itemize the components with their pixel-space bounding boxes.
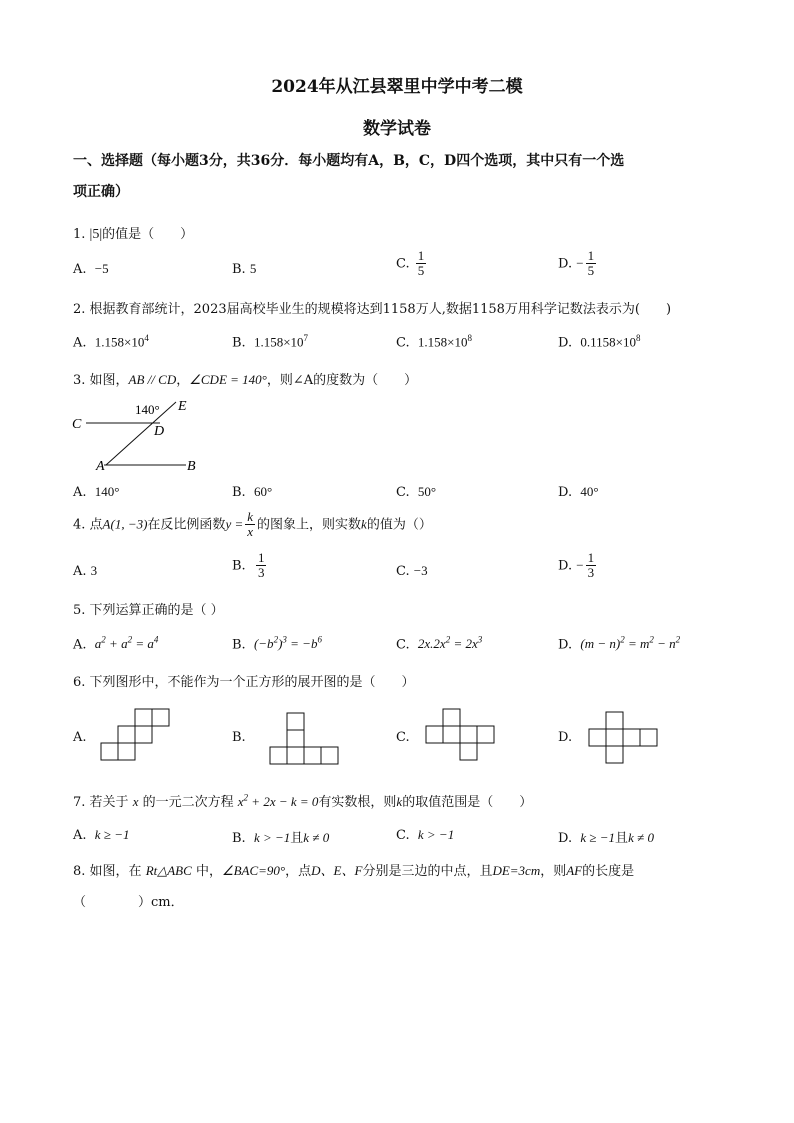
question-text: 的一元二次方程 <box>142 795 234 810</box>
fraction <box>586 551 597 581</box>
option-label: D. <box>558 558 573 574</box>
fraction <box>416 249 427 279</box>
option-value: 40° <box>580 484 599 499</box>
option-label: A. <box>73 564 87 579</box>
q5-option-b[interactable] <box>232 635 322 652</box>
q4-option-b[interactable] <box>232 551 268 581</box>
fraction-numerator: k <box>247 509 254 524</box>
option-value: 5 <box>249 261 257 276</box>
minus-sign: − <box>576 255 584 271</box>
option-value: −3 <box>413 563 428 578</box>
q4-option-d[interactable] <box>558 551 598 581</box>
option-label: A. <box>73 828 87 843</box>
question-5: 5. 下列运算正确的是（ ） <box>73 603 224 618</box>
question-text: 分别是三边的中点，且 <box>362 864 493 879</box>
option-value: 0.1158×10 <box>580 334 636 350</box>
math-angle: ∠CDE = 140° <box>189 372 267 387</box>
q1-option-b[interactable] <box>232 261 256 277</box>
net-figure-c <box>425 708 497 762</box>
option-label: B. <box>232 335 246 351</box>
q1-option-c[interactable] <box>396 249 428 279</box>
question-number: 1. <box>73 227 86 242</box>
option-value: 1.158×10 <box>253 334 304 350</box>
exponent: 8 <box>635 333 641 343</box>
q3-option-b[interactable] <box>232 484 272 500</box>
question-text: 在反比例函数 <box>147 517 226 533</box>
q2-option-d[interactable] <box>558 333 640 350</box>
parallel-lines-figure <box>68 394 208 476</box>
option-label: A. <box>73 335 87 351</box>
exponent: 4 <box>144 333 149 343</box>
option-value: k ≥ −1 <box>580 830 616 845</box>
fraction-denominator: 3 <box>257 565 265 581</box>
label-a: A <box>96 459 105 474</box>
label-e: E <box>178 399 187 414</box>
q6-option-b[interactable] <box>232 730 246 745</box>
option-value: k > −1 <box>417 827 455 842</box>
question-6: 6. 下列图形中，不能作为一个正方形的展开图的是（ ） <box>73 675 415 690</box>
option-label: B. <box>232 730 246 745</box>
math-angle: ∠BAC=90° <box>221 863 286 878</box>
q3-option-a[interactable] <box>73 484 120 500</box>
q5-option-d[interactable] <box>558 635 680 652</box>
option-label: C. <box>396 335 410 351</box>
math-equation: $x^2 + 2x - k = 0$ <box>237 792 319 809</box>
option-value: k ≠ 0 <box>628 830 654 845</box>
fraction-denominator: x <box>247 524 254 540</box>
math-expression: $2x.2x^2 = 2x^3$ <box>417 635 483 652</box>
q7-option-c[interactable] <box>396 827 454 843</box>
math-point: A(1, −3) <box>102 516 148 532</box>
conjunction: 且 <box>615 831 629 846</box>
q2-option-c[interactable] <box>396 333 472 350</box>
fraction <box>586 249 597 279</box>
q3-option-c[interactable] <box>396 484 436 500</box>
option-label: C. <box>396 637 410 653</box>
question-2: 2. 根据教育部统计，2023届高校毕业生的规模将达到1158万人,数据1158万用科学记数法表示为( ) <box>73 302 672 317</box>
math-variable: x <box>132 794 139 809</box>
question-1 <box>73 223 193 243</box>
q4-option-c[interactable] <box>396 563 428 579</box>
q7-option-b[interactable] <box>232 827 329 846</box>
q6-option-a[interactable] <box>73 730 87 745</box>
section-heading-line2: 项正确） <box>73 184 129 200</box>
label-b: B <box>187 459 196 474</box>
q5-option-a[interactable] <box>73 635 158 652</box>
separator: ， <box>176 373 190 388</box>
q6-option-d[interactable] <box>558 730 572 745</box>
option-label: D. <box>558 256 573 272</box>
question-text: 3. 如图， <box>73 373 129 388</box>
conjunction: 且 <box>290 831 304 846</box>
q1-option-a[interactable] <box>73 261 109 277</box>
option-label: B. <box>232 558 246 574</box>
math-segment: AF <box>566 863 583 878</box>
q5-option-c[interactable] <box>396 635 482 652</box>
fraction-numerator: 1 <box>257 550 265 565</box>
question-text: ，则 <box>540 864 567 879</box>
option-value: k ≥ −1 <box>94 827 130 842</box>
option-label: D. <box>558 831 573 846</box>
math-triangle: Rt△ABC <box>145 863 192 878</box>
question-text: 的值是（ ） <box>102 227 194 242</box>
math-expression: $a^2 + a^2 = a^4$ <box>94 635 159 652</box>
option-label: A. <box>73 262 87 277</box>
question-text: 7. 若关于 <box>73 795 129 810</box>
option-label: A. <box>73 485 87 500</box>
question-7 <box>73 791 532 810</box>
net-figure-a <box>100 708 172 762</box>
option-label: B. <box>232 485 246 500</box>
option-value: 140° <box>94 484 120 499</box>
question-8 <box>73 860 634 879</box>
option-label: B. <box>232 637 246 653</box>
option-value: 60° <box>253 484 273 499</box>
option-label: C. <box>396 256 410 272</box>
option-value: −5 <box>94 261 109 276</box>
option-label: B. <box>232 262 246 277</box>
math-length: DE=3cm <box>492 863 541 878</box>
question-text: 的值为（） <box>366 517 432 533</box>
option-value: 1.158×10 <box>417 334 468 350</box>
option-label: D. <box>558 637 573 653</box>
question-4 <box>73 510 432 540</box>
q1-option-d[interactable] <box>558 249 598 279</box>
math-expression: $(m - n)^2 = m^2 - n^2$ <box>580 635 681 652</box>
label-c: C <box>72 417 82 432</box>
option-label: A. <box>73 637 87 653</box>
fraction-numerator: 1 <box>587 550 595 565</box>
fraction-denominator: 5 <box>417 263 425 279</box>
question-8-blank[interactable]: （ ）cm． <box>73 895 184 910</box>
net-figure-b <box>269 712 341 766</box>
q7-option-a[interactable] <box>73 827 129 843</box>
question-text: 的长度是 <box>582 864 635 879</box>
minus-sign: − <box>576 557 584 573</box>
math-variable: k <box>396 794 403 809</box>
option-label: B. <box>232 831 246 846</box>
page-subtitle: 数学试卷 <box>363 119 431 139</box>
question-text: ，点 <box>285 864 312 879</box>
q7-option-d[interactable] <box>558 827 654 846</box>
math-variable: k <box>361 516 367 532</box>
option-value: k ≠ 0 <box>303 830 330 845</box>
math-points: D、E、F <box>311 863 363 878</box>
option-value: 1.158×10 <box>94 334 145 350</box>
question-text: ，则∠A的度数为（ ） <box>266 373 418 388</box>
option-label: C. <box>396 828 410 843</box>
math-expression: $(-b^2)^3 = -b^6$ <box>253 635 322 652</box>
fraction-numerator: 1 <box>587 248 595 263</box>
net-figure-d <box>588 711 660 765</box>
question-text: 有实数根，则 <box>318 795 397 810</box>
option-label: D. <box>558 485 573 500</box>
q2-option-b[interactable] <box>232 333 308 350</box>
option-value: k > −1 <box>253 830 291 845</box>
question-text: 的取值范围是（ ） <box>402 795 533 810</box>
function-lhs: y = <box>225 516 244 532</box>
absolute-value: |5| <box>89 227 103 242</box>
option-label: A. <box>73 730 87 745</box>
q6-option-c[interactable] <box>396 730 410 745</box>
option-label: C. <box>396 485 410 500</box>
label-d: D <box>154 424 165 439</box>
question-text: 8. 如图，在 <box>73 864 142 879</box>
question-text: 4. 点 <box>73 517 103 533</box>
question-text: 中， <box>195 864 222 879</box>
fraction-denominator: 3 <box>587 565 595 581</box>
option-value: 50° <box>417 484 437 499</box>
fraction-numerator: 1 <box>417 248 425 263</box>
math-condition: AB // CD <box>128 372 177 387</box>
option-label: D. <box>558 730 573 745</box>
exponent: 8 <box>467 333 472 343</box>
question-text: 的图象上，则实数 <box>257 517 362 533</box>
abs-inner: 5 <box>92 227 100 242</box>
q4-option-a[interactable] <box>73 563 97 579</box>
fraction-denominator: 5 <box>587 263 595 279</box>
label-angle: 140° <box>135 402 160 417</box>
option-value: 3 <box>90 563 98 578</box>
option-label: D. <box>558 335 573 351</box>
q2-option-a[interactable] <box>73 333 149 350</box>
q3-option-d[interactable] <box>558 484 599 500</box>
option-label: C. <box>396 564 410 579</box>
option-label: C. <box>396 730 410 745</box>
fraction <box>256 551 267 581</box>
page-title: 2024年从江县翠里中学中考二模 <box>271 77 523 97</box>
function-fraction <box>245 510 255 540</box>
exponent: 7 <box>303 333 309 343</box>
section-heading-line1: 一、选择题（每小题3分，共36分．每小题均有A，B，C，D四个选项，其中只有一个选 <box>73 153 625 169</box>
question-3 <box>73 369 417 388</box>
